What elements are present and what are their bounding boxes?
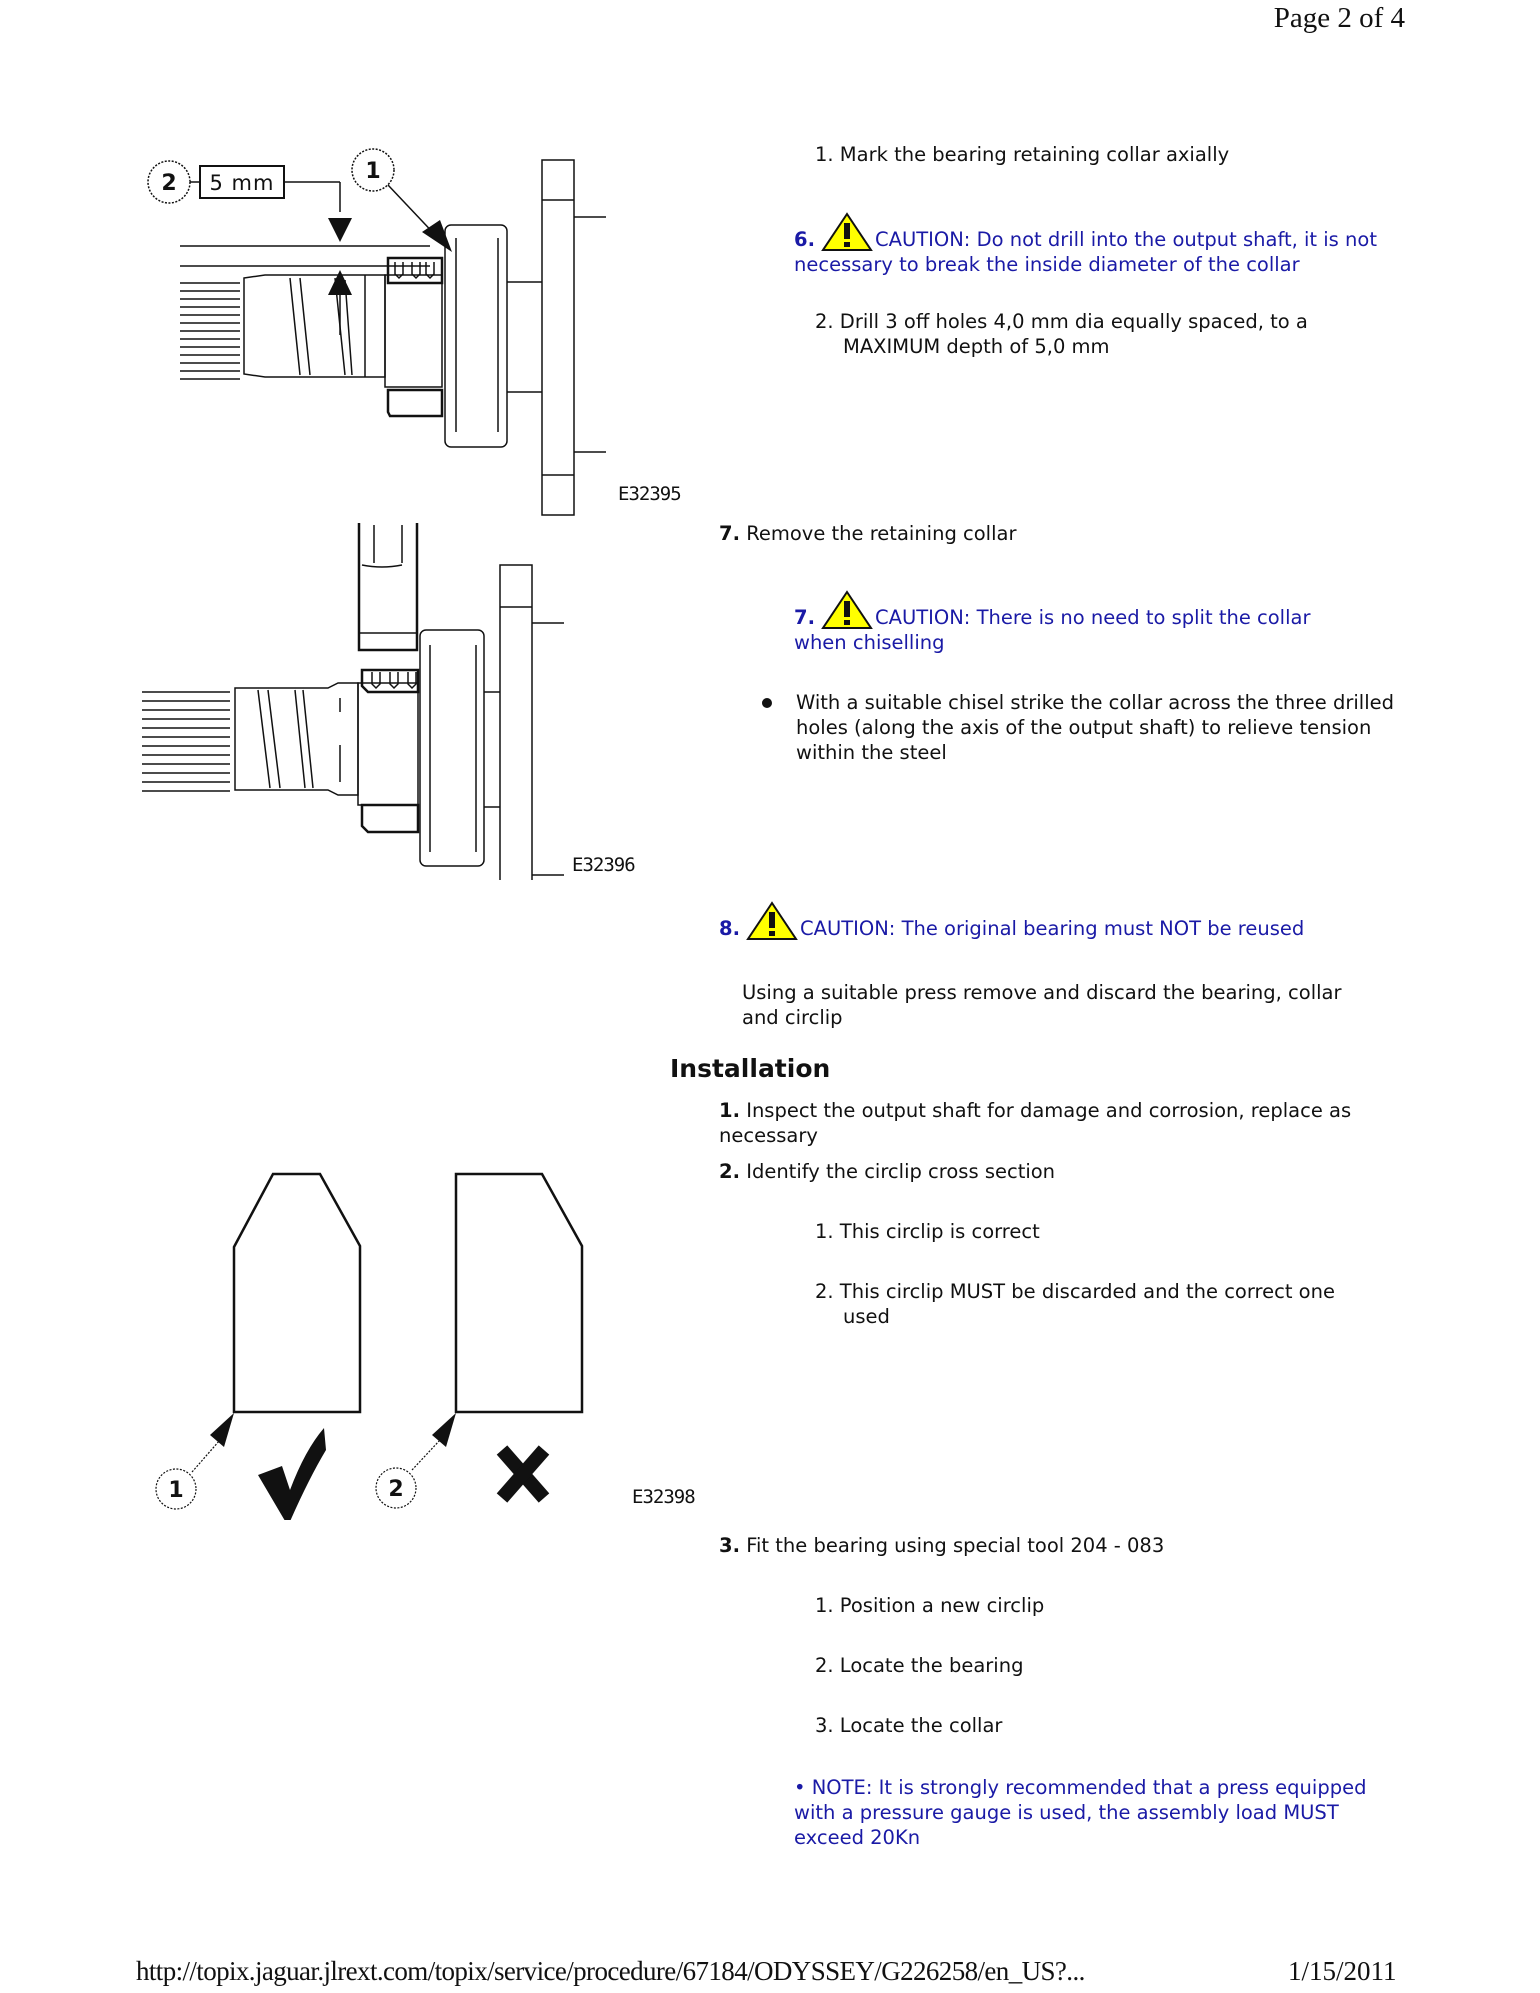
- caution-text: CAUTION: There is no need to split the collar when chiselling: [794, 606, 1311, 654]
- step-number: 2.: [719, 1160, 740, 1183]
- install-step-2: [719, 1159, 1055, 1184]
- step-text: Inspect the output shaft for damage and corrosion, replace as necessary: [719, 1099, 1352, 1147]
- bullet-7: [762, 690, 1402, 765]
- step-number: 1.: [719, 1099, 740, 1122]
- warning-triangle-icon: [821, 212, 873, 252]
- shaft-splines: [180, 283, 240, 379]
- substep-line: MAXIMUM depth of 5,0 mm: [843, 335, 1110, 358]
- shaft-splines: [142, 692, 230, 791]
- figure-e32396: [140, 520, 640, 880]
- step-number: 3.: [719, 1534, 740, 1557]
- shaft-body: [244, 275, 385, 377]
- figure-e32395: [140, 140, 660, 520]
- caution-number: 6.: [794, 228, 815, 251]
- installation-heading: Installation: [670, 1054, 831, 1083]
- install-step-3: [719, 1533, 1164, 1558]
- bullet-icon: [762, 698, 772, 708]
- bullet-text: With a suitable chisel strike the collar across the three drilled holes (along the axis of the output shaft) to relieve tension within the steel: [796, 691, 1395, 764]
- caution-6: [794, 212, 1384, 277]
- removal-substep-1: 1. Mark the bearing retaining collar axially: [815, 143, 1230, 166]
- dimension-label: 5 mm: [209, 171, 275, 195]
- figure-id-e32396: E32396: [572, 854, 635, 876]
- dimension-arrow-down: [328, 218, 352, 242]
- callout-label-2: 2: [388, 1477, 404, 1502]
- note: • NOTE: It is strongly recommended that a press equipped with a pressure gauge is used, the assembly load MUST exceed 20Kn: [794, 1776, 1367, 1849]
- step-number: 7.: [719, 522, 740, 545]
- callout-label-2: 2: [161, 171, 177, 196]
- dimension-arrow-up: [328, 270, 352, 295]
- caution-number: 7.: [794, 606, 815, 629]
- housing: [542, 160, 574, 515]
- figure-e32398: [140, 1150, 720, 1520]
- footer-date: 1/15/2011: [1288, 1956, 1397, 1986]
- warning-triangle-icon: [821, 590, 873, 630]
- page-number: Page 2 of 4: [1273, 2, 1405, 34]
- callout-arrow-1: [210, 1413, 234, 1447]
- install-step-1: [719, 1098, 1399, 1148]
- callout-label-1: 1: [365, 159, 381, 184]
- substep-line: used: [843, 1305, 890, 1328]
- substep-line: 2. Drill 3 off holes 4,0 mm dia equally spaced, to a: [815, 310, 1308, 333]
- step-text: Fit the bearing using special tool 204 - 083: [746, 1534, 1165, 1557]
- install-step-3-sub-1: 1. Position a new circlip: [815, 1594, 1045, 1617]
- caution-7: [794, 590, 1364, 655]
- circlip-section-correct: [234, 1174, 360, 1412]
- callout-arrow-2: [432, 1413, 456, 1447]
- substep-line: 2. This circlip MUST be discarded and the correct one: [815, 1280, 1335, 1303]
- chisel: [359, 523, 417, 650]
- step-7: [719, 521, 1016, 546]
- caution-8: [719, 901, 1399, 941]
- cross-icon: [502, 1450, 544, 1498]
- install-step-3-sub-3: 3. Locate the collar: [815, 1714, 1003, 1737]
- step-text: Identify the circlip cross section: [746, 1160, 1056, 1183]
- removal-substep-2: [815, 309, 1308, 359]
- figure-id-e32395: E32395: [618, 483, 681, 505]
- callout-label-1: 1: [168, 1478, 184, 1503]
- step-text: Remove the retaining collar: [746, 522, 1017, 545]
- checkmark-icon: [258, 1428, 326, 1520]
- caution-number: 8.: [719, 917, 740, 940]
- circlip-section-incorrect: [456, 1174, 582, 1412]
- figure-id-e32398: E32398: [632, 1486, 695, 1508]
- install-step-2-sub-1: 1. This circlip is correct: [815, 1220, 1040, 1243]
- caution-text: CAUTION: Do not drill into the output shaft, it is not necessary to break the inside diameter of the collar: [794, 228, 1377, 276]
- caution-text: CAUTION: The original bearing must NOT be reused: [799, 917, 1305, 940]
- footer-url[interactable]: http://topix.jaguar.jlrext.com/topix/service/procedure/67184/ODYSSEY/G226258/en_US?...: [136, 1956, 1085, 1986]
- warning-triangle-icon: [746, 901, 798, 941]
- install-step-3-sub-2: 2. Locate the bearing: [815, 1654, 1024, 1677]
- housing: [500, 565, 532, 880]
- install-step-2-sub-2: [815, 1279, 1335, 1329]
- step-8-text: Using a suitable press remove and discard the bearing, collar and circlip: [742, 981, 1342, 1029]
